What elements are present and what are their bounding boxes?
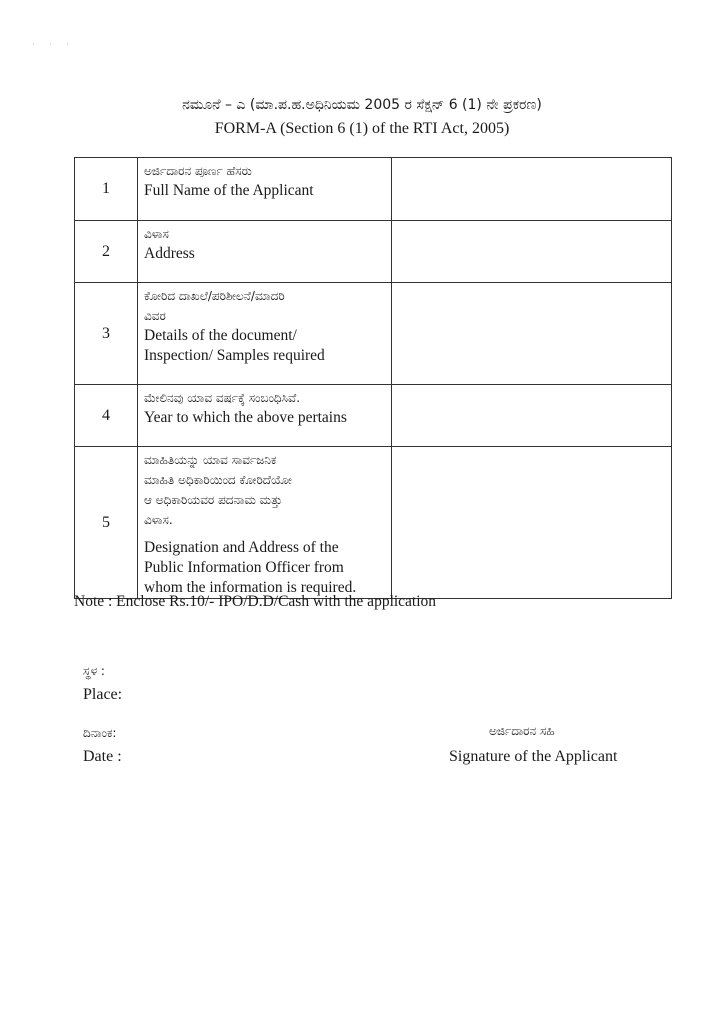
- fee-note: Note : Enclose Rs.10/- IPO/D.D/Cash with the application: [74, 593, 437, 610]
- row-number: 3: [75, 283, 138, 385]
- label-english: Year to which the above pertains: [144, 409, 347, 426]
- form-row-5: [75, 447, 672, 599]
- row-number: 5: [75, 447, 138, 599]
- label-kannada: ಮಾಹಿತಿಯನ್ನು ಯಾವ ಸಾರ್ವಜನಿಕ: [144, 453, 277, 467]
- signature-label-english: Signature of the Applicant: [449, 748, 618, 765]
- row-number: 2: [75, 221, 138, 283]
- row-label: [138, 385, 392, 447]
- label-english: whom the information is required.: [144, 579, 357, 596]
- document-details-field[interactable]: [392, 283, 672, 385]
- label-kannada: ವಿವರ: [144, 309, 166, 323]
- label-english: Designation and Address of the: [144, 539, 339, 556]
- label-kannada: ಕೋರಿದ ದಾಖಲೆ/ಪರಿಶೀಲನೆ/ಮಾದರಿ: [144, 289, 285, 303]
- label-kannada: ವಿಳಾಸ.: [144, 513, 173, 527]
- label-english: Details of the document/: [144, 327, 297, 344]
- label-english: Inspection/ Samples required: [144, 347, 325, 364]
- row-label: [138, 283, 392, 385]
- form-row-4: [75, 385, 672, 447]
- label-english: Address: [144, 245, 195, 262]
- label-english: Full Name of the Applicant: [144, 182, 314, 199]
- date-label-kannada: ದಿನಾಂಕ:: [83, 726, 117, 740]
- full-name-field[interactable]: [392, 158, 672, 221]
- label-kannada: ಆ ಅಧಿಕಾರಿಯವರ ಪದನಾಮ ಮತ್ತು: [144, 493, 283, 507]
- label-kannada: ಮೇಲಿನವು ಯಾವ ವರ್ಷಕ್ಕೆ ಸಂಬಂಧಿಸಿವೆ.: [144, 391, 301, 405]
- row-label: [138, 221, 392, 283]
- label-kannada: ಅರ್ಜಿದಾರನ ಪೂರ್ಣ ಹೆಸರು: [144, 164, 252, 178]
- form-row-1: [75, 158, 672, 221]
- year-field[interactable]: [392, 385, 672, 447]
- form-row-2: [75, 221, 672, 283]
- place-label-kannada: ಸ್ಥಳ :: [83, 664, 105, 678]
- signature-label-kannada: ಅರ್ಜಿದಾರನ ಸಹಿ: [489, 724, 555, 738]
- pio-details-field[interactable]: [392, 447, 672, 599]
- row-label: [138, 447, 392, 599]
- application-form-table: [74, 157, 672, 599]
- place-label-english: Place:: [83, 686, 123, 703]
- row-number: 1: [75, 158, 138, 221]
- address-field[interactable]: [392, 221, 672, 283]
- label-kannada: ಮಾಹಿತಿ ಅಧಿಕಾರಿಯಿಂದ ಕೋರಿದೆಯೋ: [144, 473, 292, 487]
- label-english: Public Information Officer from: [144, 559, 344, 576]
- scan-speck: · · ·: [32, 40, 75, 49]
- form-title-kannada: ನಮೂನೆ – ಎ (ಮಾ.ಪ.ಹ.ಅಧಿನಿಯಮ 2005 ರ ಸೆಕ್ಷನ್ 6 (1) ನೇ ಪ್ರಕರಣ): [182, 97, 542, 113]
- row-label: [138, 158, 392, 221]
- label-kannada: ವಿಳಾಸ: [144, 227, 169, 241]
- date-label-english: Date :: [83, 748, 122, 765]
- form-row-3: [75, 283, 672, 385]
- form-title-english: FORM-A (Section 6 (1) of the RTI Act, 2005): [214, 120, 510, 137]
- row-number: 4: [75, 385, 138, 447]
